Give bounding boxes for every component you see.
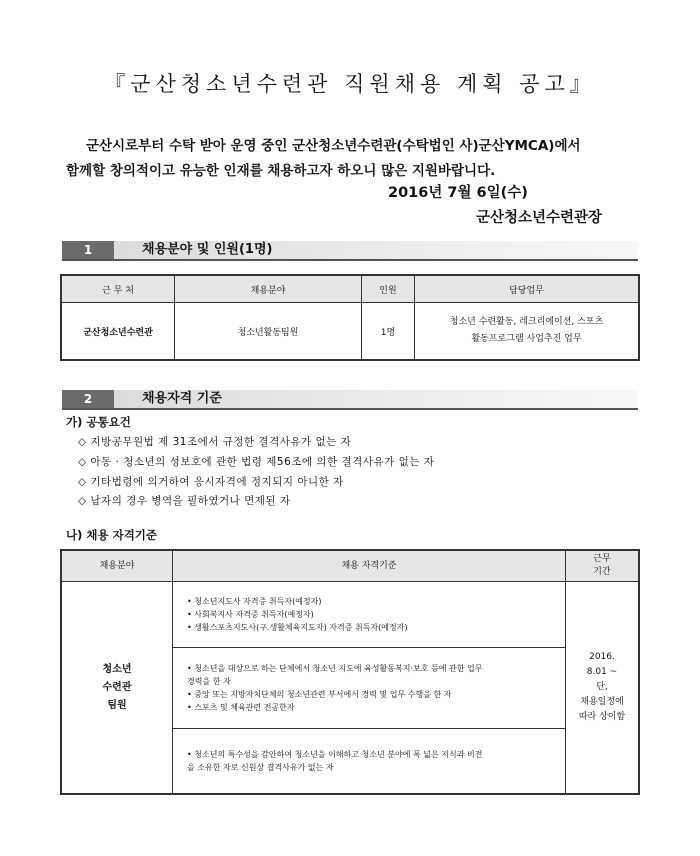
header-criteria: 채용 자격기준 bbox=[173, 550, 566, 582]
list-item: ◇ 아동 · 청소년의 성보호에 관한 법령 제56조에 의한 결격사유가 없는 자 bbox=[78, 456, 435, 468]
section-1-label: 채용분야 및 인원(1명) bbox=[142, 242, 273, 257]
cell-period bbox=[566, 582, 640, 795]
duty-line-1: 청소년 수련활동, 레크리에이션, 스포츠 bbox=[449, 317, 604, 327]
criteria-block-1 bbox=[173, 582, 566, 648]
header-field: 채용분야 bbox=[61, 550, 173, 582]
intro-line-1: 군산시로부터 수탁 받아 운영 중인 군산청소년수련관(수탁법인 사)군산YMCA)에서 bbox=[86, 138, 581, 154]
cell-field: 청소년활동팀원 bbox=[175, 303, 362, 361]
announcement-date: 2016년 7월 6일(수) bbox=[388, 185, 528, 201]
period-line-3: 단, bbox=[596, 682, 608, 692]
intro-text bbox=[66, 134, 666, 184]
criteria-line: 을 소유한 자로 신원상 결격사유가 없는 자 bbox=[187, 763, 334, 772]
section-1-number: 1 bbox=[62, 241, 114, 259]
criteria-table bbox=[60, 549, 640, 795]
issuer: 군산청소년수련관장 bbox=[476, 210, 603, 226]
subheading-criteria: 나) 채용 자격기준 bbox=[66, 528, 158, 542]
criteria-line: • 청소년을 대상으로 하는 단체에서 청소년 지도에 육성활동복지·보호 등에 관한 업무 bbox=[187, 664, 483, 673]
criteria-block-3 bbox=[173, 729, 566, 795]
period-line-4: 채용일정에 bbox=[580, 697, 624, 707]
cell-group bbox=[61, 582, 173, 795]
cell-duty bbox=[415, 303, 640, 361]
criteria-line: • 스포츠 및 체육관련 전공한자 bbox=[187, 703, 295, 712]
list-item: ◇ 남자의 경우 병역을 필하였거나 면제된 자 bbox=[78, 495, 291, 507]
period-line-5: 따라 상이함 bbox=[578, 712, 626, 722]
table-header-row bbox=[61, 275, 639, 303]
criteria-line: • 청소년지도사 자격증 취득자(예정자) bbox=[187, 597, 322, 606]
table-row bbox=[61, 303, 639, 361]
list-item: ◇ 기타법령에 의거하여 응시자격에 정지되지 아니한 자 bbox=[78, 476, 344, 488]
subheading-common: 가) 공통요건 bbox=[66, 415, 131, 429]
header-period-line-1: 근무 bbox=[593, 554, 611, 564]
recruitment-table bbox=[60, 274, 640, 361]
header-period-line-2: 기간 bbox=[593, 567, 611, 577]
cell-workplace: 군산청소년수련관 bbox=[61, 303, 175, 361]
section-1-header bbox=[62, 241, 638, 261]
table-row bbox=[61, 582, 639, 648]
group-line-2: 수련관 bbox=[102, 681, 132, 693]
header-field: 채용분야 bbox=[175, 275, 362, 303]
section-2-number: 2 bbox=[62, 390, 114, 408]
intro-line-2: 함께할 창의적이고 유능한 인재를 채용하고자 하오니 많은 지원바랍니다. bbox=[66, 163, 496, 179]
criteria-header-row bbox=[61, 550, 639, 582]
period-line-1: 2016. bbox=[589, 652, 615, 662]
criteria-line: 경력을 한 자 bbox=[187, 677, 231, 686]
header-workplace: 근 무 처 bbox=[61, 275, 175, 303]
section-2-header bbox=[62, 390, 638, 410]
criteria-line: • 청소년의 특수성을 감안하여 청소년을 이해하고 청소년 분야에 폭 넓은 지식과 비전 bbox=[187, 750, 483, 759]
period-line-2: 8.01 ~ bbox=[586, 667, 618, 677]
duty-line-2: 활동프로그램 사업추진 업무 bbox=[471, 334, 582, 344]
group-line-1: 청소년 bbox=[102, 663, 132, 675]
criteria-line: • 사회복지사 자격증 취득자(예정자) bbox=[187, 610, 314, 619]
group-line-3: 팀원 bbox=[107, 699, 127, 711]
criteria-line: • 중앙 또는 지방자치단체의 청소년관련 부서에서 경력 및 업무 수행을 한 자 bbox=[187, 690, 452, 699]
cell-count: 1명 bbox=[362, 303, 415, 361]
list-item: ◇ 지방공무원법 제 31조에서 규정한 결격사유가 없는 자 bbox=[78, 436, 352, 448]
header-count: 인원 bbox=[362, 275, 415, 303]
section-2-label: 채용자격 기준 bbox=[142, 391, 222, 406]
page-title: 『군산청소년수련관 직원채용 계획 공고』 bbox=[104, 72, 596, 96]
criteria-line: • 생활스포츠지도사(구.생활체육지도자) 자격증 취득자(예정자) bbox=[187, 623, 408, 632]
header-duty: 담당업무 bbox=[415, 275, 640, 303]
header-period bbox=[566, 550, 640, 582]
criteria-block-2 bbox=[173, 648, 566, 729]
